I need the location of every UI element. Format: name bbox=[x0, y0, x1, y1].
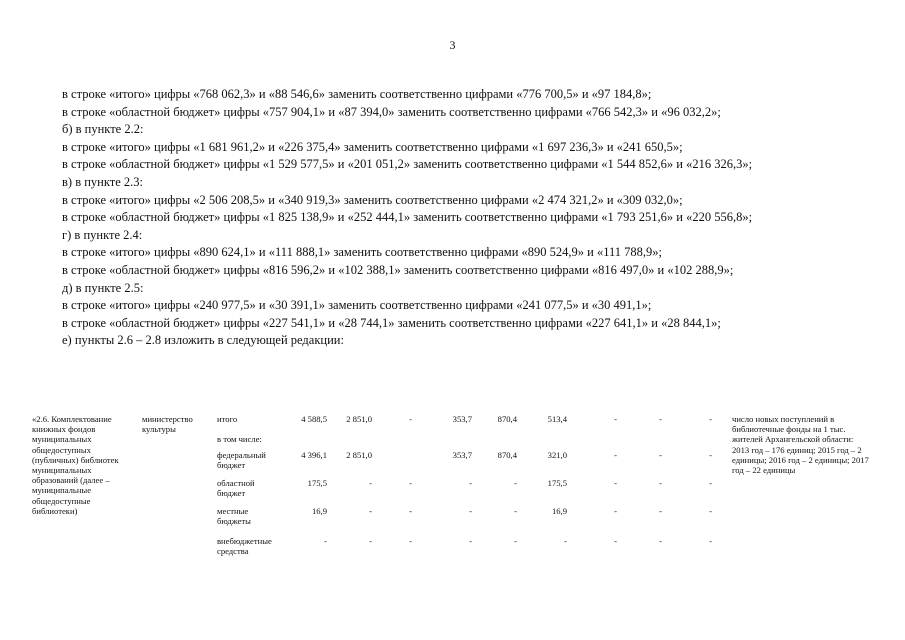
value-cell: - bbox=[564, 536, 567, 546]
value-cell: 870,4 bbox=[497, 414, 517, 424]
value-cell: - bbox=[614, 478, 617, 488]
paragraph: г) в пункте 2.4: bbox=[62, 227, 143, 242]
value-cell: 870,4 bbox=[497, 450, 517, 460]
value-cell: - bbox=[514, 506, 517, 516]
funding-source: местные бюджеты bbox=[217, 506, 251, 527]
paragraph: в строке «итого» цифры «890 624,1» и «111 888,1» заменить соответственно цифрами «890 524,9» и «111 788,9»; bbox=[62, 245, 663, 260]
value-cell: - bbox=[369, 478, 372, 488]
value-cell: - bbox=[514, 536, 517, 546]
paragraph: д) в пункте 2.5: bbox=[62, 280, 144, 295]
value-cell: 353,7 bbox=[452, 414, 472, 424]
value-cell: 2 851,0 bbox=[346, 414, 372, 424]
paragraph: в строке «итого» цифры «240 977,5» и «30 391,1» заменить соответственно цифрами «241 077,5» и «30 491,1»; bbox=[62, 298, 652, 313]
value-cell: 353,7 bbox=[452, 450, 472, 460]
value-cell: - bbox=[709, 478, 712, 488]
value-cell: - bbox=[369, 506, 372, 516]
value-cell: - bbox=[659, 506, 662, 516]
value-cell: 513,4 bbox=[547, 414, 567, 424]
value-cell: - bbox=[709, 536, 712, 546]
value-cell: - bbox=[469, 506, 472, 516]
paragraph: в строке «областной бюджет» цифры «757 904,1» и «87 394,0» заменить соответственно цифрами «766 542,3» и «96 032,2»; bbox=[62, 104, 721, 119]
funding-source: в том числе: bbox=[217, 434, 262, 444]
value-cell: - bbox=[409, 506, 412, 516]
value-cell: 2 851,0 bbox=[346, 450, 372, 460]
funding-source: итого bbox=[217, 414, 238, 424]
value-cell: - bbox=[659, 536, 662, 546]
value-cell: - bbox=[469, 536, 472, 546]
value-cell: - bbox=[659, 450, 662, 460]
value-cell: 16,9 bbox=[311, 506, 327, 516]
value-cell: - bbox=[409, 536, 412, 546]
paragraph: в строке «итого» цифры «768 062,3» и «88 546,6» заменить соответственно цифрами «776 700,5» и «97 184,8»; bbox=[62, 87, 652, 101]
value-cell: - bbox=[709, 414, 712, 424]
value-cell: - bbox=[409, 478, 412, 488]
executor-cell: министерство культуры bbox=[142, 414, 193, 435]
value-cell: - bbox=[514, 478, 517, 488]
paragraph: в строке «областной бюджет» цифры «1 825 138,9» и «252 444,1» заменить соответственно цифрами «1 793 251,6» и «220 556,8»; bbox=[62, 210, 753, 225]
value-cell: 16,9 bbox=[551, 506, 567, 516]
value-cell: 4 588,5 bbox=[301, 414, 327, 424]
value-cell: - bbox=[614, 536, 617, 546]
value-cell: - bbox=[469, 478, 472, 488]
value-cell: - bbox=[409, 414, 412, 424]
value-cell: 175,5 bbox=[547, 478, 567, 488]
paragraph: е) пункты 2.6 – 2.8 изложить в следующей редакции: bbox=[62, 333, 344, 348]
funding-source: федеральный бюджет bbox=[217, 450, 266, 471]
paragraph: в строке «итого» цифры «1 681 961,2» и «226 375,4» заменить соответственно цифрами «1 697 236,3» и «241 650,5»; bbox=[62, 139, 683, 154]
value-cell: - bbox=[614, 414, 617, 424]
value-cell: 4 396,1 bbox=[301, 450, 327, 460]
value-cell: - bbox=[709, 506, 712, 516]
value-cell: 321,0 bbox=[547, 450, 567, 460]
paragraph: в строке «областной бюджет» цифры «227 541,1» и «28 744,1» заменить соответственно цифрами «227 641,1» и «28 844,1»; bbox=[62, 315, 721, 330]
value-cell: - bbox=[709, 450, 712, 460]
amendment-text bbox=[32, 86, 872, 350]
funding-source: внебюджетные средства bbox=[217, 536, 272, 557]
paragraph: в строке «областной бюджет» цифры «816 596,2» и «102 388,1» заменить соответственно цифрами «816 497,0» и «102 288,9»; bbox=[62, 262, 734, 277]
funding-source: областной бюджет bbox=[217, 478, 255, 499]
value-cell: - bbox=[324, 536, 327, 546]
value-cell: - bbox=[614, 450, 617, 460]
paragraph: в строке «областной бюджет» цифры «1 529 577,5» и «201 051,2» заменить соответственно цифрами «1 544 852,6» и «216 326,3»; bbox=[62, 157, 753, 172]
value-cell: - bbox=[659, 478, 662, 488]
activity-cell: «2.6. Комплектование книжных фондов муниципальных общедоступных (публичных) библиотек муниципальных образований (далее – муниципальные общедоступные библиотеки) bbox=[32, 414, 119, 516]
value-cell: - bbox=[369, 536, 372, 546]
paragraph: в строке «итого» цифры «2 506 208,5» и «340 919,3» заменить соответственно цифрами «2 474 321,2» и «309 032,0»; bbox=[62, 192, 683, 207]
value-cell: - bbox=[659, 414, 662, 424]
paragraph: в) в пункте 2.3: bbox=[62, 174, 143, 189]
value-cell: - bbox=[614, 506, 617, 516]
page-number: 3 bbox=[449, 38, 456, 52]
indicator-cell: число новых поступлений в библиотечные фонды на 1 тыс. жителей Архангельской области: 2013 год – 176 единиц; 2015 год – 2 единицы; 2016 год – 2 единицы; 2017 год – 22 единицы bbox=[732, 414, 869, 476]
value-cell: 175,5 bbox=[307, 478, 327, 488]
paragraph: б) в пункте 2.2: bbox=[62, 122, 144, 137]
